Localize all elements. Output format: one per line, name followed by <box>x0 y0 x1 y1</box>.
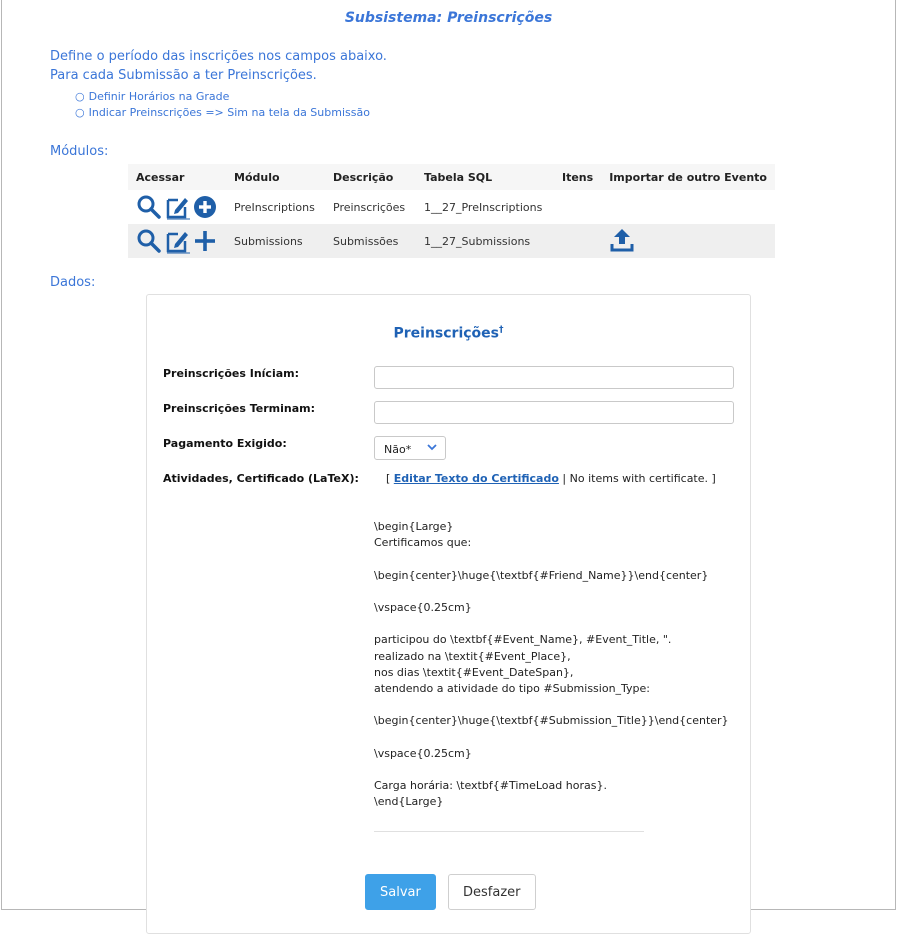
col-descricao: Descrição <box>325 164 416 190</box>
chevron-down-icon <box>427 442 437 455</box>
upload-icon[interactable] <box>609 227 635 253</box>
description-cell: Submissões <box>325 224 416 258</box>
form-title <box>147 325 750 342</box>
start-date-label: Preinscrições Iníciam: <box>163 367 299 380</box>
payment-label: Pagamento Exigido: <box>163 437 287 450</box>
add-circle-icon[interactable] <box>192 194 218 220</box>
table-sql-cell: 1__27_Submissions <box>416 224 554 258</box>
bracket-close: ] <box>711 472 716 485</box>
table-sql-cell: 1__27_PreInscriptions <box>416 190 554 224</box>
table-row <box>128 224 775 258</box>
form-title-mark: † <box>499 325 504 335</box>
col-itens: Itens <box>554 164 601 190</box>
intro-line-2: Para cada Submissão a ter Preinscrições. <box>50 68 317 83</box>
modules-table <box>128 164 775 258</box>
modules-label: Módulos: <box>50 144 109 159</box>
separator: | <box>562 472 567 485</box>
items-cell <box>554 190 601 224</box>
module-cell: Submissions <box>226 224 325 258</box>
search-icon[interactable] <box>136 194 162 220</box>
page-title: Subsistema: Preinscrições <box>344 10 553 26</box>
intro-bullets <box>75 89 370 121</box>
start-date-input[interactable] <box>374 366 734 389</box>
intro-text <box>50 47 387 85</box>
col-modulo: Módulo <box>226 164 325 190</box>
bullet-item: ○ Indicar Preinscrições => Sim na tela da Submissão <box>75 105 370 121</box>
import-cell <box>601 190 775 224</box>
undo-button[interactable]: Desfazer <box>448 874 536 910</box>
table-header-row <box>128 164 775 190</box>
table-row <box>128 190 775 224</box>
access-cell <box>128 224 226 258</box>
payment-select[interactable] <box>374 436 446 460</box>
description-cell: Preinscrições <box>325 190 416 224</box>
module-cell: PreInscriptions <box>226 190 325 224</box>
search-icon[interactable] <box>136 228 162 254</box>
end-date-label: Preinscrições Terminam: <box>163 402 316 415</box>
items-cell <box>554 224 601 258</box>
access-cell <box>128 190 226 224</box>
edit-certificate-link[interactable]: Editar Texto do Certificado <box>393 472 559 485</box>
col-tabela-sql: Tabela SQL <box>416 164 554 190</box>
payment-select-value: Não* <box>384 443 412 456</box>
form-title-text: Preinscrições <box>393 325 499 342</box>
col-importar: Importar de outro Evento <box>601 164 775 190</box>
intro-line-1: Define o período das inscrições nos campos abaixo. <box>50 49 387 64</box>
divider <box>374 831 644 832</box>
col-acessar: Acessar <box>128 164 226 190</box>
preinscriptions-form <box>146 294 751 934</box>
certificate-latex-text: \begin{Large} Certificamos que: \begin{center}\huge{\textbf{#Friend_Name}}\end{center} \vspace{0.25cm} participou do \textbf{#Event_Name}, #Event_Title, ". realizado na \textit{#Event_Place}, nos dias \textit{#Event_DateSpan}, atendendo a atividade do tipo #Submission_Type: \begin{center}\huge{\textbf{#Submission_Title}}\end{center} \vspace{0.25cm} Carga horária: \textbf{#TimeLoad horas}. \end{Large} <box>374 520 729 809</box>
bullet-item: ○ Definir Horários na Grade <box>75 89 370 105</box>
edit-icon[interactable] <box>164 228 190 254</box>
save-button[interactable]: Salvar <box>365 874 436 910</box>
plus-icon[interactable] <box>192 228 218 254</box>
edit-icon[interactable] <box>164 194 190 220</box>
certificate-status: No items with certificate. <box>569 472 709 485</box>
certificate-label: Atividades, Certificado (LaTeX): <box>163 472 359 485</box>
data-label: Dados: <box>50 275 96 290</box>
bracket-open: [ <box>386 472 391 485</box>
end-date-input[interactable] <box>374 401 734 424</box>
certificate-links <box>386 472 716 485</box>
import-cell <box>601 224 775 258</box>
